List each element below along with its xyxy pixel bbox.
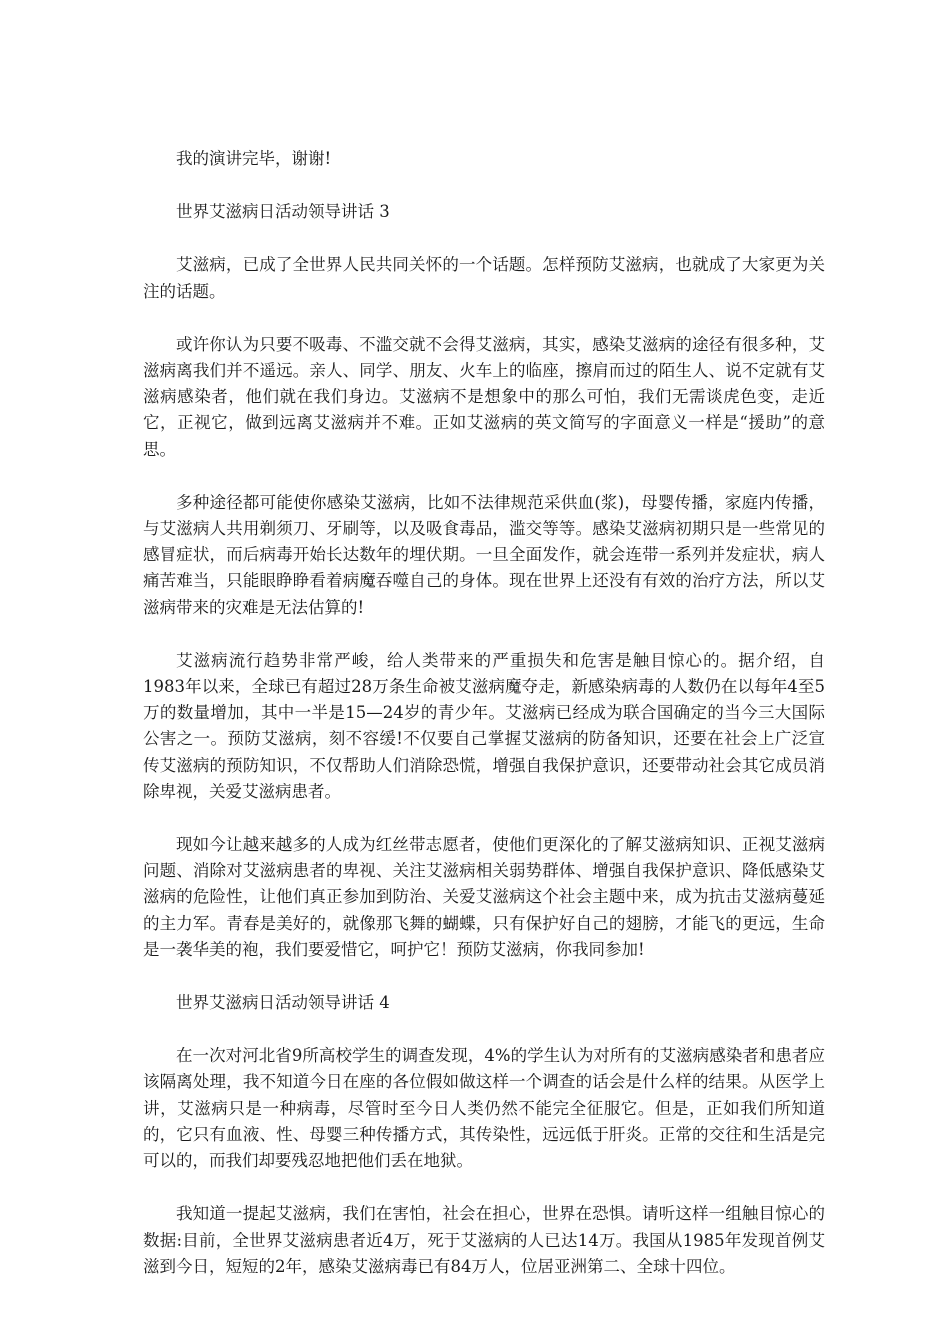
section-heading-4: 世界艾滋病日活动领导讲话 4	[176, 993, 390, 1013]
body-paragraph: 多种途径都可能使你感染艾滋病，比如不法律规范采供血(浆)，母婴传播，家庭内传播，与艾滋病人共用剃须刀、牙刷等，以及吸食毒品，滥交等等。感染艾滋病初期只是一些常见的感冒症状，而后病毒开始长达数年的埋伏期。一旦全面发作，就会连带一系列并发症状，病人痛苦难当，只能眼睁睁看着病魔吞噬自己的身体。现在世界上还没有有效的治疗方法，所以艾滋病带来的灾难是无法估算的!	[143, 492, 825, 617]
body-paragraph: 在一次对河北省9所高校学生的调查发现，4%的学生认为对所有的艾滋病感染者和患者应该隔离处理，我不知道今日在座的各位假如做这样一个调查的话会是什么样的结果。从医学上讲，艾滋病只是一种病毒，尽管时至今日人类仍然不能完全征服它。但是，正如我们所知道的，它只有血液、性、母婴三种传播方式，其传染性，远远低于肝炎。正常的交往和生活是完可以的，而我们却要残忍地把他们丢在地狱。	[143, 1046, 825, 1171]
section-heading-3: 世界艾滋病日活动领导讲话 3	[176, 202, 390, 222]
document-page	[143, 146, 825, 1307]
body-paragraph: 现如今让越来越多的人成为红丝带志愿者，使他们更深化的了解艾滋病知识、正视艾滋病问题、消除对艾滋病患者的卑视、关注艾滋病相关弱势群体、增强自我保护意识、降低感染艾滋病的危险性，让他们真正参加到防治、关爱艾滋病这个社会主题中来，成为抗击艾滋病蔓延的主力军。青春是美好的，就像那飞舞的蝴蝶，只有保护好自己的翅膀，才能飞的更远，生命是一袭华美的袍，我们要爱惜它，呵护它！预防艾滋病，你我同参加!	[143, 835, 825, 959]
body-paragraph: 艾滋病，已成了全世界人民共同关怀的一个话题。怎样预防艾滋病，也就成了大家更为关注的话题。	[143, 255, 825, 301]
body-paragraph: 我知道一提起艾滋病，我们在害怕，社会在担心，世界在恐惧。请听这样一组触目惊心的数据:目前，全世界艾滋病患者近4万，死于艾滋病的人已达14万。我国从1985年发现首例艾滋到今日，短短的2年，感染艾滋病毒已有84万人，位居亚洲第二、全球十四位。	[143, 1204, 825, 1276]
closing-line: 我的演讲完毕，谢谢!	[176, 149, 332, 168]
body-paragraph: 艾滋病流行趋势非常严峻，给人类带来的严重损失和危害是触目惊心的。据介绍，自1983年以来，全球已有超过28万条生命被艾滋病魔夺走，新感染病毒的人数仍在以每年4至5万的数量增加，其中一半是15—24岁的青少年。艾滋病已经成为联合国确定的当今三大国际公害之一。预防艾滋病，刻不容缓!不仅要自己掌握艾滋病的防备知识，还要在社会上广泛宣传艾滋病的预防知识，不仅帮助人们消除恐慌，增强自我保护意识，还要带动社会其它成员消除卑视，关爱艾滋病患者。	[143, 650, 825, 801]
body-paragraph: 或许你认为只要不吸毒、不滥交就不会得艾滋病，其实，感染艾滋病的途径有很多种，艾滋病离我们并不遥远。亲人、同学、朋友、火车上的临座，擦肩而过的陌生人、说不定就有艾滋病感染者，他们就在我们身边。艾滋病不是想象中的那么可怕，我们无需谈虎色变，走近它，正视它，做到远离艾滋病并不难。正如艾滋病的英文简写的字面意义一样是“援助”的意思。	[143, 334, 825, 459]
